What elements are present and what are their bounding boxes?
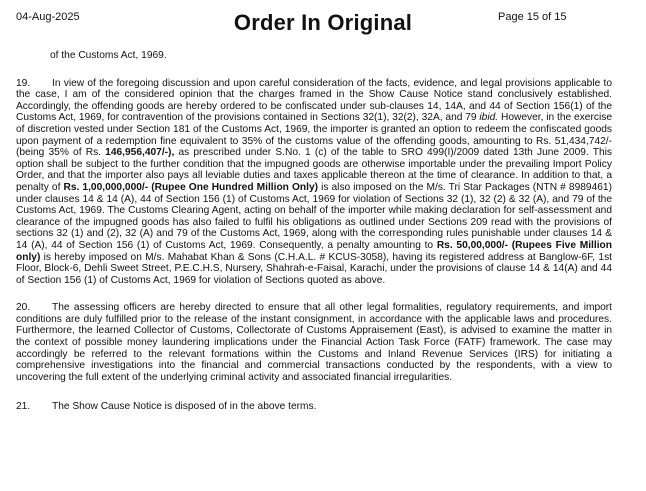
document-body	[16, 50, 612, 413]
paragraph-text: The assessing officers are hereby directed to ensure that all other legal formalities, regulatory requirements, and import conditions are duly fulfilled prior to the release of the instant consignment, in accordance with the applicable laws and procedures. Furthermore, the learned Collector of Customs, Collectorate of Customs Appraisement (East), is advised to examine the matter in the context of possible money laundering implications under the Financial Action Task Force (FATF) framework. The case may accordingly be referred to the relevant formations within the Customs and Inland Revenue Services (IRS) for initiating a comprehensive investigations into the financial and commercial transactions conducted by the respondents, with a view to uncovering the full extent of the underlying criminal activity and associated financial irregularities.	[16, 302, 612, 383]
paragraph-number: 20.	[16, 302, 31, 314]
page-header	[0, 0, 646, 44]
paragraph-text: In view of the foregoing discussion and upon careful consideration of the facts, evidence, and legal provisions applicable to the case, I am of the considered opinion that the charges framed in the Show Cause Notice stand conclusively established. Accordingly, the offending goods are hereby ordered to be confiscated under sub-clauses 14, 14A, and 44 of Section 156(1) of the Customs Act, 1969, for contravention of the provisions contained in Sections 32(1), 32(2), 32A, and 79	[16, 77, 612, 124]
agent-penalty-amount: Rs. 50,00,000/- (Rupees Five Million only)	[16, 239, 612, 263]
page-title: Order In Original	[233, 10, 413, 35]
paragraph-number: 19.	[16, 77, 31, 89]
customs-value-amount: 146,956,407/-),	[105, 147, 175, 159]
importer-penalty-amount: Rs. 1,00,000,000/- (Rupee One Hundred Million Only)	[63, 181, 319, 193]
paragraph-20	[16, 302, 612, 383]
paragraph-text: is also imposed on the M/s. Tri Star Packages (NTN # 8989461) under clauses 14 & 14 (A), 44 of Section 156 (1) of Customs Act, 1969 for violation of Sections 32 (1), 32 (2) & 32 (A), and 79 of the Customs Act, 1969. The Customs Clearing Agent, acting on behalf of the importer while making declaration for self-assessment and clearance of the impugned goods has also failed to fulfil his obligations as outlined under Sections 209 read with the provisions of sections 32 (1) and (2), 32 (A) and 79 of the Customs Act, 1969, along with the corresponding rules punishable under clauses 14 & 14 (A), 44 of Section 156 (1) of Customs Act, 1969. Consequently, a penalty amounting to	[16, 181, 612, 251]
paragraph-19	[16, 78, 612, 287]
ibid-text: ibid.	[479, 112, 499, 124]
paragraph-number: 21.	[16, 401, 31, 413]
paragraph-text: as prescribed under S.No. 1 (c) of the table to SRO 499(I)/2009 dated 13th June 2009. This option shall be subject to the further condition that the impugned goods are otherwise importable under the prevailing Import Policy Order, and that the importer also pays all leviable duties and taxes applicable thereon at the time of clearance. In addition to that, a penalty of	[16, 147, 612, 193]
paragraph-text: The Show Cause Notice is disposed of in the above terms.	[52, 401, 317, 413]
header-date: 04-Aug-2025	[16, 11, 80, 23]
continuation-line: of the Customs Act, 1969.	[50, 50, 167, 61]
page-number: Page 15 of 15	[498, 11, 567, 23]
paragraph-text: However, in the exercise of discretion vested under Section 181 of the Customs Act, 1969, the importer is granted an option to redeem the confiscated goods upon payment of a redemption fine equivalent to 35% of the customs value of the offending goods, amounting to Rs. 51,434,742/- (being 35% of Rs.	[16, 112, 612, 159]
paragraph-text: is hereby imposed on M/s. Mahabat Khan & Sons (C.H.A.L. # KCUS-3058), having its registered address at Banglow-6F, 1st Floor, Block-6, Dehli Sweet Street, P.E.C.H.S, Nursery, Shahrah-e-Faisal, Karachi, under the provisions of clause 14 & 14(A) and 44 of Section 156 (1) of Customs Act, 1969 for violation of Sections quoted as above.	[16, 251, 612, 286]
paragraph-21	[16, 401, 612, 413]
